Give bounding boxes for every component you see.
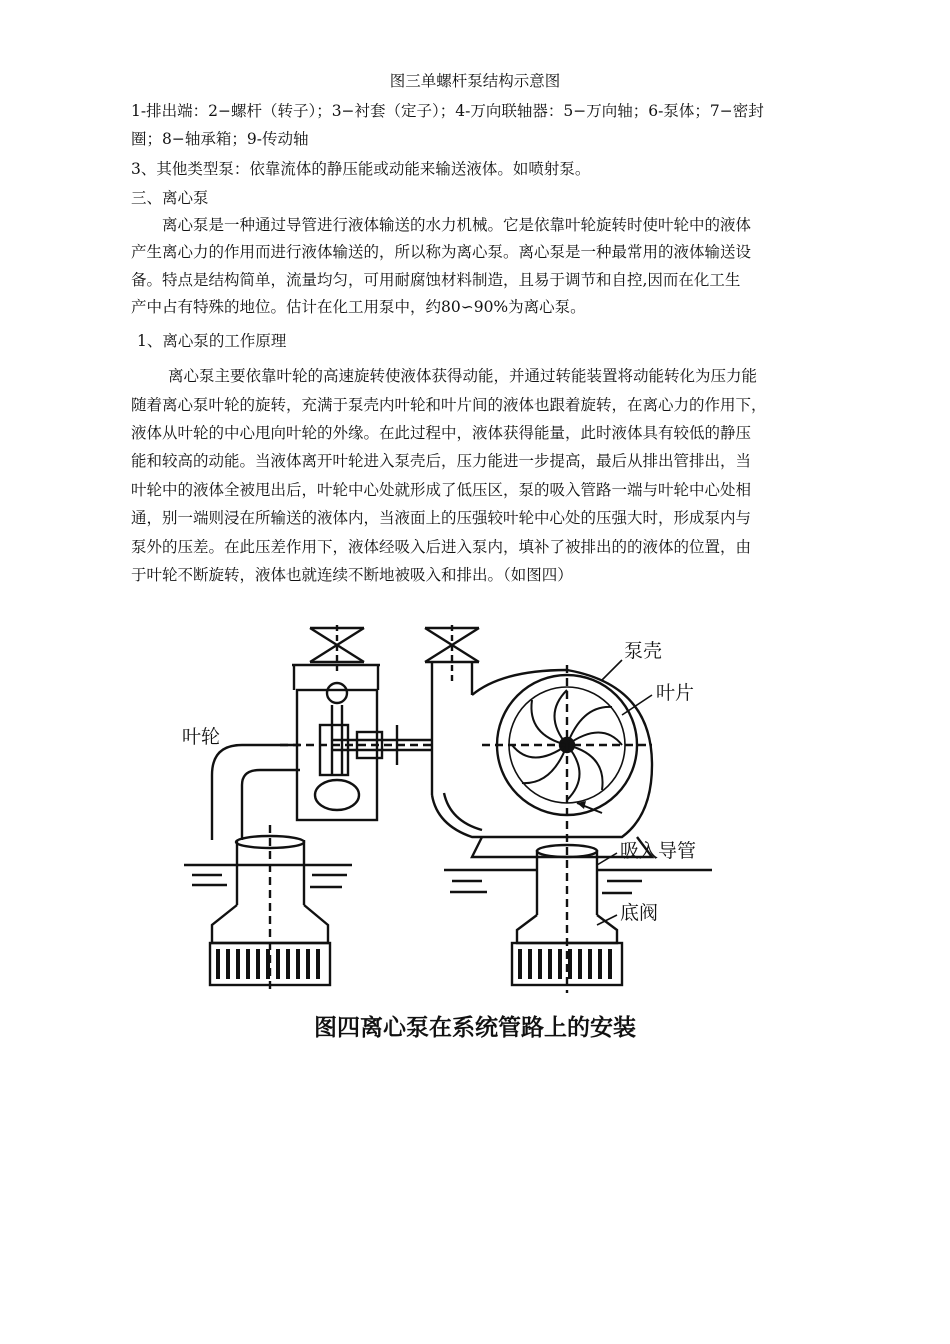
figure-3-caption: 图三单螺杆泵结构示意图 (389, 72, 561, 90)
paragraph-2-line-6: 通，别一端则浸在所输送的液体内，当液面上的压强较叶轮中心处的压强大时，形成泵内与 (131, 509, 752, 527)
paragraph-2-line-2: 随着离心泵叶轮的旋转，充满于泵壳内叶轮和叶片间的液体也跟着旋转，在离心力的作用下， (131, 396, 767, 414)
text-line-1: 1-排出端：2−螺杆（转子）；3−衬套（定子）；4-万向联轴器：5−万向轴；6-泵体；7−密封 (131, 102, 764, 120)
label-impeller: 叶轮 (182, 726, 221, 748)
centrifugal-pump-figure (182, 625, 748, 993)
paragraph-2-line-1: 离心泵主要依靠叶轮的高速旋转使液体获得动能，并通过转能装置将动能转化为压力能 (168, 367, 758, 385)
paragraph-1-line-4: 产中占有特殊的地位。估计在化工用泵中，约80∽90%为离心泵。 (131, 298, 586, 316)
paragraph-1-line-3: 备。特点是结构简单，流量均匀，可用耐腐蚀材料制造，且易于调节和自控,因而在化工生 (131, 271, 741, 289)
label-blade: 叶片 (656, 682, 695, 704)
paragraph-2-line-3: 液体从叶轮的中心甩向叶轮的外缘。在此过程中，液体获得能量，此时液体具有较低的静压 (131, 424, 752, 442)
label-casing: 泵壳 (624, 640, 663, 662)
label-suction-pipe: 吸入导管 (620, 840, 697, 862)
paragraph-2-line-5: 叶轮中的液体全被甩出后，叶轮中心处就形成了低压区，泵的吸入管路一端与叶轮中心处相 (131, 481, 752, 499)
section-heading-centrifugal: 三、离心泵 (131, 189, 209, 207)
paragraph-1-line-2: 产生离心力的作用而进行液体输送的，所以称为离心泵。离心泵是一种最常用的液体输送设 (131, 243, 752, 261)
paragraph-1-line-1: 离心泵是一种通过导管进行液体输送的水力机械。它是依靠叶轮旋转时使叶轮中的液体 (162, 216, 752, 234)
text-line-2: 圈；8−轴承箱；9-传动轴 (131, 130, 309, 148)
paragraph-2-line-8: 于叶轮不断旋转，液体也就连续不断地被吸入和排出。（如图四） (131, 566, 573, 584)
left-pump-assembly (184, 625, 432, 993)
right-pump-assembly (425, 625, 712, 993)
subheading-working-principle: 1、离心泵的工作原理 (137, 332, 287, 350)
label-foot-valve: 底阀 (620, 902, 659, 924)
paragraph-2-line-7: 泵外的压差。在此压差作用下，液体经吸入后进入泵内，填补了被排出的的液体的位置，由 (131, 538, 752, 556)
paragraph-2-line-4: 能和较高的动能。当液体离开叶轮进入泵壳后，压力能进一步提高，最后从排出管排出，当 (131, 452, 752, 470)
figure-4-caption: 图四离心泵在系统管路上的安装 (314, 1015, 636, 1041)
text-line-3: 3、其他类型泵：依靠流体的静压能或动能来输送液体。如喷射泵。 (131, 160, 591, 178)
